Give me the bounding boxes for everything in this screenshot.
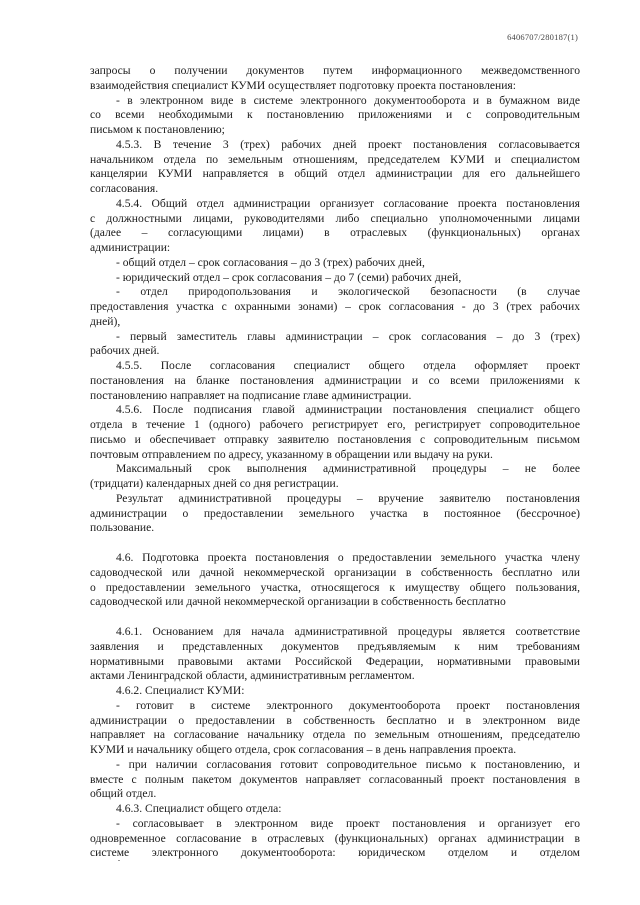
text-line: - в электронном виде в системе электронного документооборота и в бумажном виде [116,93,580,107]
text-line: о предоставлении земельного участка, относящегося к имуществу общего пользования, [90,580,580,594]
text-line: администрации о предоставлении в собственность бесплатно и в электронном виде [90,713,580,727]
text-line: отдела в течение 1 (одного) рабочего регистрирует его, регистрирует сопроводительное [90,418,580,431]
section-heading [90,551,580,610]
text-line: одновременное согласование в отраслевых (функциональных) органах администрации в [90,831,580,845]
text-line: взаимодействия специалист КУМИ осуществляет подготовку проекта постановления: [90,78,516,92]
text-line: Максимальный срок выполнения административной процедуры – не более [116,462,580,476]
text-line: письмо и обеспечивает отправку заявителю постановления с сопроводительным письмом [90,432,580,446]
text-line: начальником отдела по земельным отношениям, председателем КУМИ и специалистом [90,152,580,166]
text-line: почтовым отправлением по адресу, указанному в обращении или выдачу на руки. [90,447,493,461]
text-line: (далее – согласующими лицами) в отраслевых (функциональных) органах [90,226,580,240]
text-line: садоводческой или дачной некоммерческой организации в собственность бесплатно [90,595,506,609]
text-line: - при наличии согласования готовит сопроводительное письмо к постановлению, и [116,757,580,771]
paragraph [90,625,580,684]
text-line: - согласовывает в электронном виде проект постановления и организует его [116,816,580,830]
text-line: 4.6.3. Специалист общего отдела: [116,802,282,815]
text-line: постановления на бланке постановления администрации и со всеми приложениями к [90,373,580,387]
text-line: дней), [90,314,121,328]
text-line: 4.5.4. Общий отдел администрации организует согласование проекта постановления [116,196,580,210]
document-body [90,64,580,861]
text-line: канцелярии КУМИ направляется в общий отдел администрации для его дальнейшего [90,167,580,181]
paragraph [90,64,580,94]
list-item [90,256,580,271]
text-line: (тридцати) календарных дней со дня регистрации. [90,477,339,490]
text-line: администрации о предоставлении земельного участка в постоянное (бессрочное) [90,506,580,520]
text-line: вместе с полным пакетом документов направляет согласованный проект постановления в [90,772,580,786]
paragraph [90,94,580,138]
list-item [90,330,580,360]
text-line: - отдел природопользования и экологической безопасности (в случае [116,285,580,299]
list-item [90,817,580,861]
text-line: администрации: [90,241,171,254]
document-code: 6406707/280187(1) [507,32,578,42]
text-line: 4.6. Подготовка проекта постановления о предоставлении земельного участка члену [116,551,580,564]
text-line: постановлению направляет на подписание главе администрации. [90,388,412,402]
paragraph [90,462,580,492]
paragraph [90,197,580,256]
text-line: системе электронного документооборота: юридическом отделом и отделом [90,846,580,860]
text-line: рабочих дней. [90,344,160,358]
text-line: садоводческой или дачной некоммерческой организации в собственность бесплатно или [90,565,580,579]
text-line: 4.5.5. После согласования специалист общего отдела оформляет проект [116,359,580,372]
text-line: - юридический отдел – срок согласования – до 7 (семи) рабочих дней, [116,270,462,284]
text-line: предоставления участка с охранными зонами) – срок согласования - до 3 (трех рабочих [90,300,580,313]
text-line: КУМИ и начальнику общего отдела, срок согласования – в день направления проекта. [90,743,517,756]
text-line: направляет на согласование начальнику отдела по земельным отношениям, председателю [90,728,580,742]
text-line: запросы о получении документов путем информационного межведомственного [90,64,580,77]
text-line: - общий отдел – срок согласования – до 3 (трех) рабочих дней, [116,255,425,269]
paragraph [90,492,580,536]
list-item [90,285,580,329]
paragraph [90,403,580,462]
paragraph [90,684,580,699]
text-line: пользование. [90,521,155,535]
paragraph [90,138,580,197]
text-line: - первый заместитель главы администрации – срок согласования – до 3 (трех) [116,329,580,343]
text-line: нормативными правовыми актами Российской Федерации, нормативными правовыми [90,654,580,668]
text-line: письмом к постановлению; [90,123,225,136]
section-gap [90,536,580,551]
paragraph [90,802,580,817]
section-gap [90,610,580,625]
text-line: актами Ленинградской области, административным регламентом. [90,669,415,683]
text-line: Результат административной процедуры – вручение заявителю постановления [116,491,580,505]
text-line: согласования. [90,182,159,195]
text-line: 4.6.2. Специалист КУМИ: [116,684,245,697]
text-line: 4.6.1. Основанием для начала административной процедуры является соответствие [116,625,580,638]
paragraph [90,359,580,403]
list-item [90,699,580,758]
text-line: общий отдел. [90,787,157,801]
text-line: - готовит в системе электронного документооборота проект постановления [116,698,580,712]
text-line: 4.5.6. После подписания главой администрации постановления специалист общего [116,403,580,417]
text-line: с должностными лицами, руководителями либо специально уполномоченными лицами [90,211,580,225]
text-line: со всеми необходимыми к постановлению приложениями и с сопроводительным [90,108,580,122]
text-line: 4.5.3. В течение 3 (трех) рабочих дней проект постановления согласовывается [116,137,580,151]
list-item [90,271,580,286]
list-item [90,758,580,802]
text-line: заявления и представленных документов предъявляемым к ним требованиям [90,639,580,653]
page-mark [118,860,120,861]
